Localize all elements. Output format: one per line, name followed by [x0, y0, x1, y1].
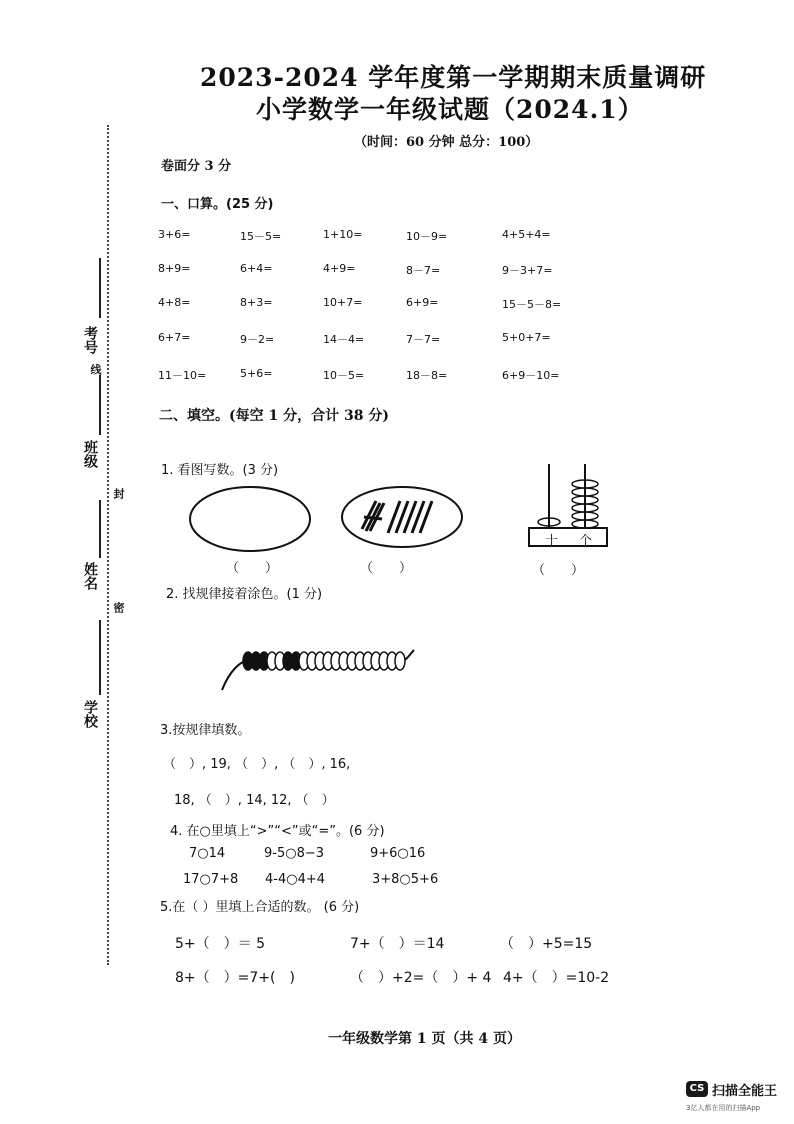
q4-item: 3+8○5+6 [372, 872, 439, 887]
q3-sequence-1: （ ）, 19, （ ）, （ ）, 16, [163, 757, 351, 772]
title-line-1: 2023-2024 学年度第一学期期末质量调研 [200, 63, 707, 92]
oral-item: 4+9= [323, 262, 356, 275]
school-label: 学校 [82, 700, 98, 728]
name-line [99, 500, 101, 558]
oral-item: 9－3+7= [502, 264, 553, 277]
q1-blank-3[interactable]: （ ） [532, 563, 585, 578]
q5-item: 4+（ ）=10-2 [503, 970, 610, 986]
seal-xian: 线 [89, 364, 102, 375]
sticks-oval [340, 485, 465, 550]
abacus-tens-label: 十 [545, 534, 559, 549]
oral-item: 6+4= [240, 262, 273, 275]
bead-string [218, 640, 418, 700]
oral-item: 6+9－10= [502, 369, 560, 382]
oral-item: 10－5= [323, 369, 365, 382]
q1-prompt: 1. 看图写数。(3 分) [161, 463, 279, 478]
q4-item: 9+6○16 [370, 846, 426, 861]
oral-item: 15－5－8= [502, 298, 562, 311]
binding-dotted-line [107, 125, 109, 965]
single-sticks-icon [388, 501, 432, 533]
title-line-2: 小学数学一年级试题（2024.1） [256, 95, 644, 124]
part2-heading: 二、填空。(每空 1 分，合计 38 分) [159, 408, 389, 424]
exam-no-line [99, 258, 101, 318]
q5-item: 5+（ ）＝ 5 [175, 936, 265, 952]
oral-item: 4+5+4= [502, 228, 551, 241]
name-label: 姓名 [82, 562, 98, 590]
oral-item: 9－2= [240, 333, 275, 346]
part1-heading: 一、口算。(25 分) [161, 197, 274, 212]
q4-item: 4-4○4+4 [265, 872, 326, 887]
seal-feng: 封 [112, 488, 125, 499]
neatness-score: 卷面分 3 分 [161, 159, 232, 174]
oral-item: 6+7= [158, 331, 191, 344]
seal-mi: 密 [112, 602, 125, 613]
abacus-ones-label: 个 [579, 534, 593, 549]
oral-item: 8－7= [406, 264, 441, 277]
oral-item: 5+6= [240, 367, 273, 380]
q3-sequence-2: 18, （ ）, 14, 12, （ ） [174, 793, 335, 808]
oral-item: 7－7= [406, 333, 441, 346]
q1-blank-1[interactable]: （ ） [226, 561, 279, 576]
exam-no-label: 考号 [82, 326, 98, 354]
oral-item: 18－8= [406, 369, 448, 382]
page-footer: 一年级数学第 1 页（共 4 页） [328, 1031, 521, 1047]
q4-item: 17○7+8 [183, 872, 239, 887]
oral-item: 8+9= [158, 262, 191, 275]
bead-empty [395, 652, 405, 670]
watermark-name: 扫描全能王 [712, 1084, 778, 1099]
oral-item: 5+0+7= [502, 331, 551, 344]
watermark-tagline: 3亿人都在用的扫描App [686, 1104, 761, 1112]
q4-prompt: 4. 在○里填上“>”“<”或“=”。(6 分) [170, 824, 385, 839]
school-line [99, 620, 101, 695]
time-info: （时间：60 分钟 总分：100） [354, 135, 539, 150]
oral-item: 8+3= [240, 296, 273, 309]
q4-item: 9-5○8−3 [264, 846, 325, 861]
camscanner-logo-icon: CS [686, 1081, 708, 1097]
oral-item: 10+7= [323, 296, 363, 309]
bundle-of-ten-icon [362, 501, 384, 531]
class-line [99, 375, 101, 435]
oral-item: 1+10= [323, 228, 363, 241]
class-label: 班级 [82, 440, 98, 468]
oral-item: 6+9= [406, 296, 439, 309]
q5-item: 7+（ ）＝14 [350, 936, 445, 952]
q5-item: （ ）+5=15 [500, 936, 593, 952]
q1-blank-2[interactable]: （ ） [360, 561, 413, 576]
q3-prompt: 3.按规律填数。 [160, 723, 251, 738]
oral-item: 11－10= [158, 369, 207, 382]
oral-item: 3+6= [158, 228, 191, 241]
oral-item: 10－9= [406, 230, 448, 243]
q5-item: （ ）+2=（ ）+ 4 [350, 970, 492, 986]
q5-prompt: 5.在（ ）里填上合适的数。 (6 分) [160, 900, 360, 915]
oral-item: 15－5= [240, 230, 282, 243]
q4-item: 7○14 [189, 846, 226, 861]
q5-item: 8+（ ）=7+( ) [175, 970, 295, 986]
oral-item: 14－4= [323, 333, 365, 346]
q2-prompt: 2. 找规律接着涂色。(1 分) [166, 587, 323, 602]
oral-item: 4+8= [158, 296, 191, 309]
abacus-icon [515, 462, 615, 552]
empty-oval [188, 485, 318, 555]
